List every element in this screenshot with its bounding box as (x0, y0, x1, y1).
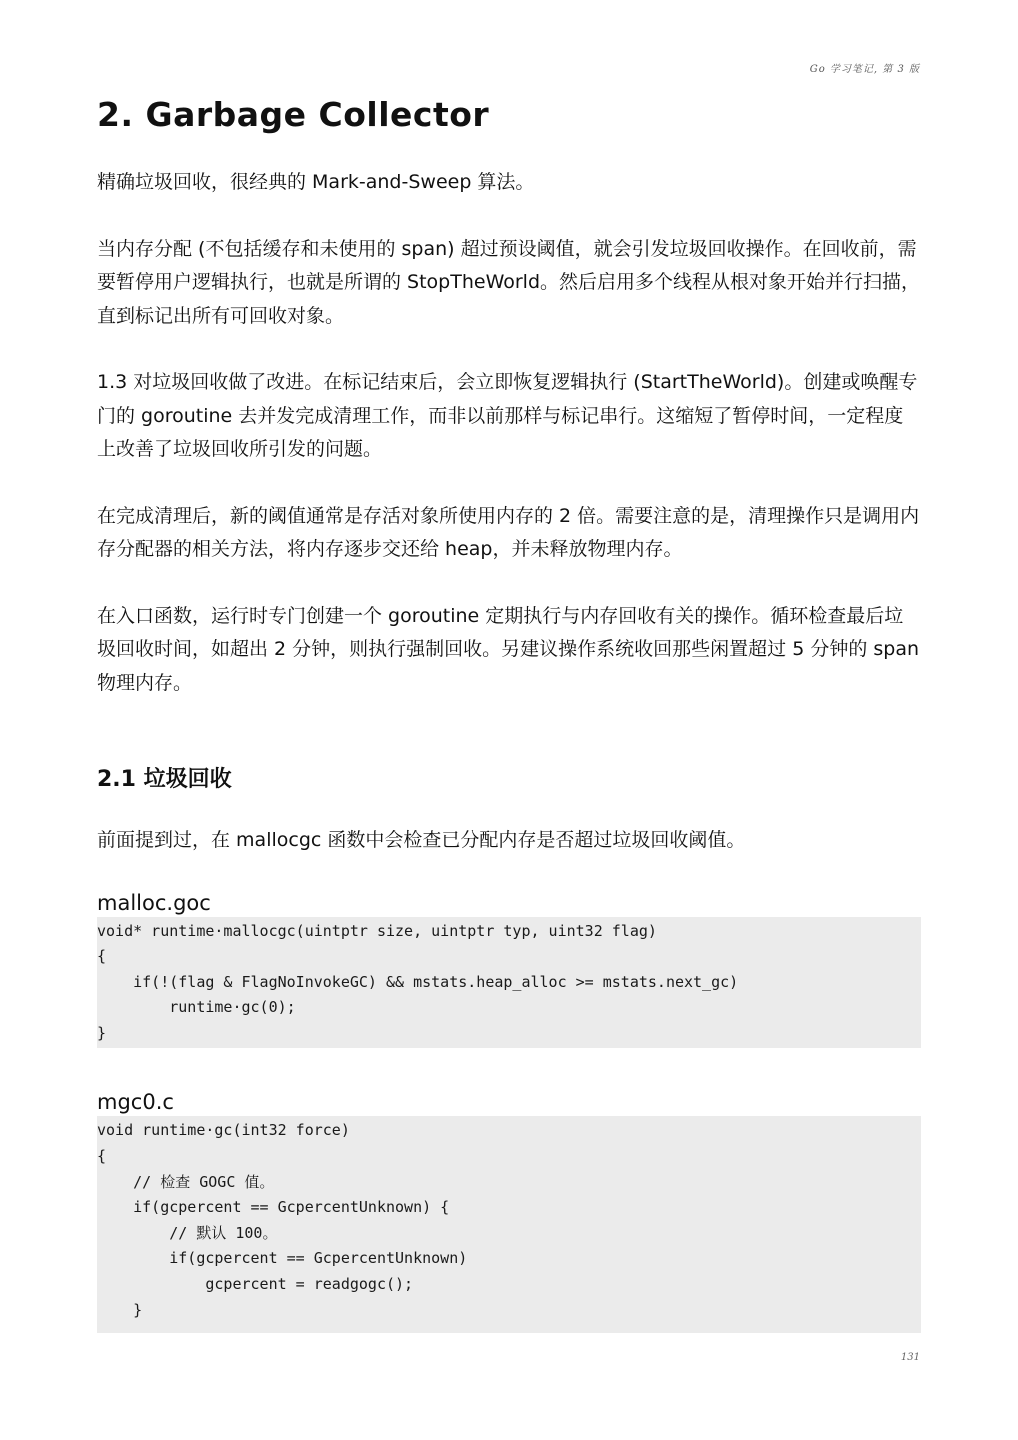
code-block (97, 1116, 921, 1333)
code-line: if(gcpercent == GcpercentUnknown) { (97, 1198, 450, 1217)
subsection-intro: 前面提到过，在 mallocgc 函数中会检查已分配内存是否超过垃圾回收阈值。 (97, 829, 746, 851)
code-filename: malloc.goc (97, 890, 211, 915)
paragraph: 1.3 对垃圾回收做了改进。在标记结束后，会立即恢复逻辑执行 (StartTheWorld)。创建或唤醒专门的 goroutine 去并发完成清理工作，而非以前那样与标记串行。这缩短了暂停时间，一定程度上改善了垃圾回收所引发的问题。 (97, 371, 918, 460)
paragraph: 精确垃圾回收，很经典的 Mark-and-Sweep 算法。 (97, 171, 535, 193)
running-header: Go 学习笔记, 第 3 版 (809, 64, 920, 75)
code-line: gcpercent = readgogc(); (97, 1275, 414, 1294)
code-line: void* runtime·mallocgc(uintptr size, uintptr typ, uint32 flag) (97, 921, 657, 940)
code-block (97, 917, 921, 1049)
page-number: 131 (900, 1352, 920, 1363)
paragraph: 在入口函数，运行时专门创建一个 goroutine 定期执行与内存回收有关的操作。循环检查最后垃圾回收时间，如超出 2 分钟，则执行强制回收。另建议操作系统收回那些闲置超过 5 分钟的 span 物理内存。 (97, 604, 920, 694)
code-line: runtime·gc(0); (97, 998, 296, 1017)
code-line: // 检查 GOGC 值。 (97, 1172, 275, 1191)
code-line: } (97, 1023, 107, 1042)
page-content (97, 92, 921, 1333)
code-line: if(gcpercent == GcpercentUnknown) (97, 1249, 468, 1268)
subsection-title: 2.1 垃圾回收 (97, 767, 232, 792)
code-line: void runtime·gc(int32 force) (97, 1121, 350, 1140)
paragraph: 当内存分配 (不包括缓存和未使用的 span) 超过预设阈值，就会引发垃圾回收操作。在回收前，需要暂停用户逻辑执行，也就是所谓的 StopTheWorld。然后启用多个线程从根对象开始并行扫描，直到标记出所有可回收对象。 (97, 237, 921, 327)
code-filename: mgc0.c (97, 1090, 174, 1115)
paragraph: 在完成清理后，新的阈值通常是存活对象所使用内存的 2 倍。需要注意的是，清理操作只是调用内存分配器的相关方法，将内存逐步交还给 heap，并未释放物理内存。 (97, 504, 920, 560)
code-line: if(!(flag & FlagNoInvokeGC) && mstats.heap_alloc >= mstats.next_gc) (97, 972, 739, 991)
code-line: { (97, 947, 107, 966)
code-line: } (97, 1300, 143, 1319)
code-line: { (97, 1147, 107, 1166)
section-title: 2. Garbage Collector (97, 95, 490, 134)
code-line: // 默认 100。 (97, 1223, 278, 1242)
